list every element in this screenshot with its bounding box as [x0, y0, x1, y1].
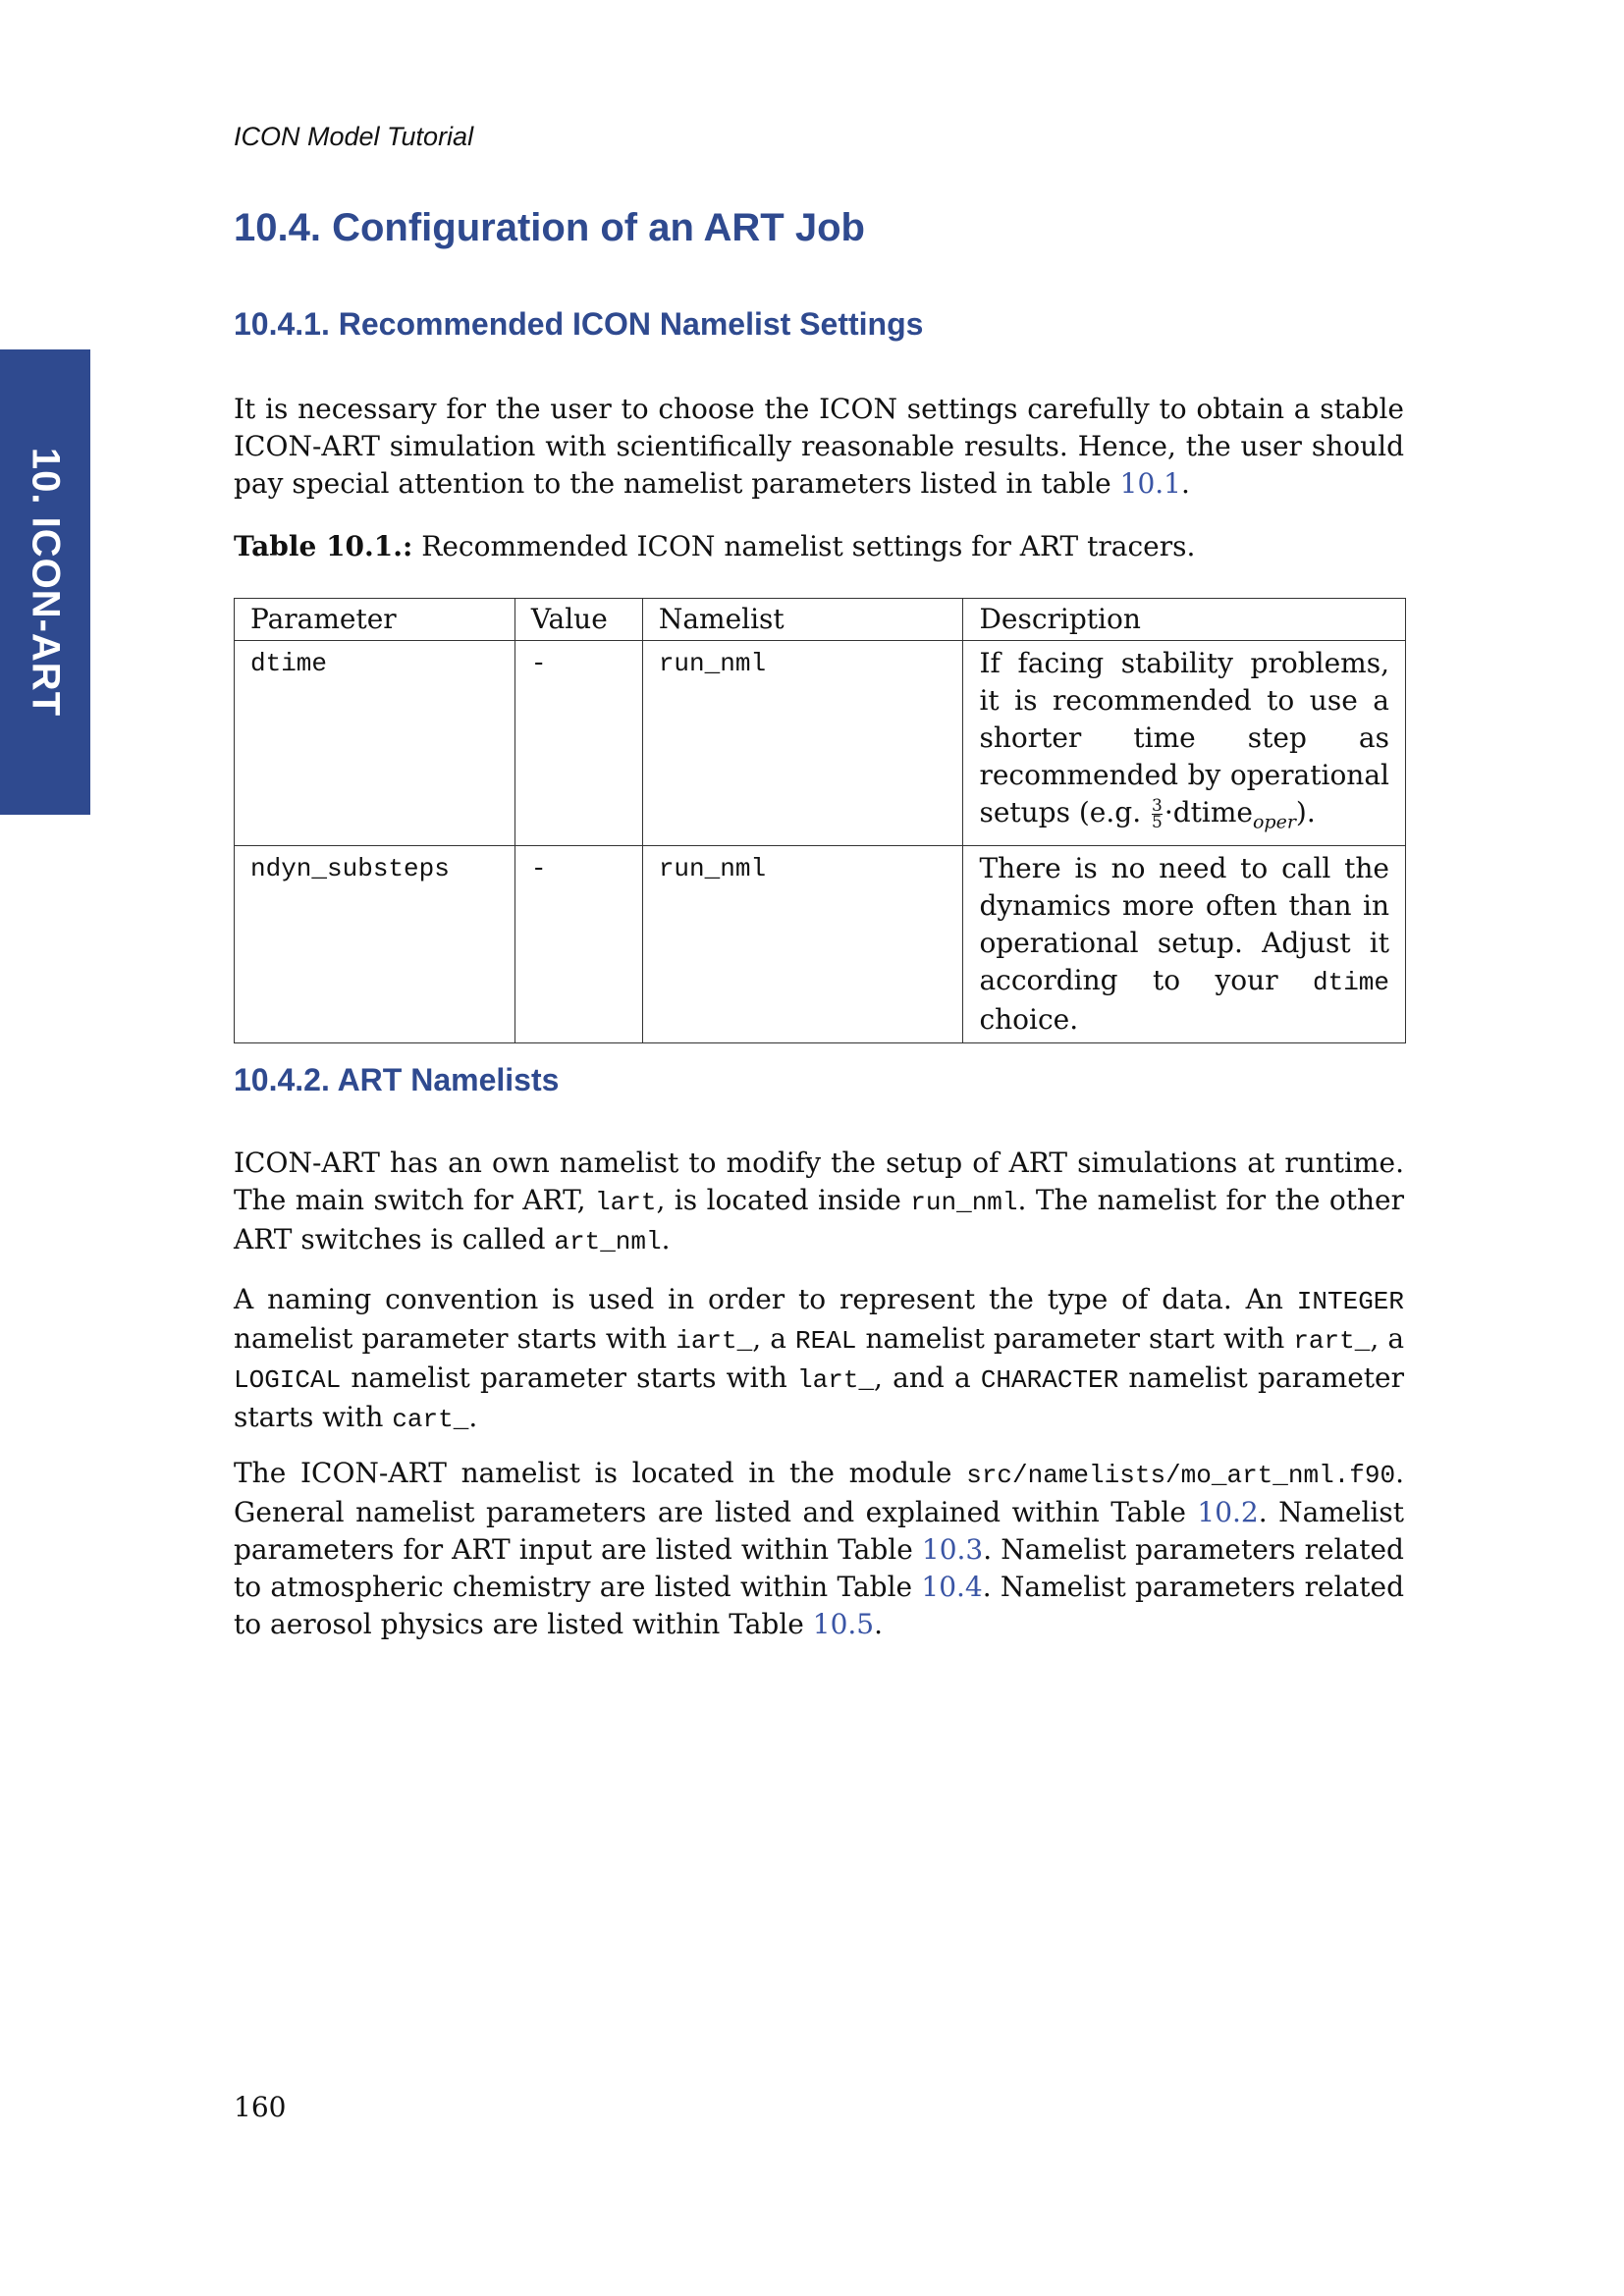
desc-text: There is no need to call the dynamics more often than in operational setup. Adjust it according to your: [979, 851, 1389, 996]
table-row: [235, 641, 1406, 846]
text: namelist parameter starts with: [234, 1322, 677, 1355]
table-ref-link[interactable]: 10.5: [812, 1608, 875, 1640]
code-module-path: src/namelists/mo_art_nml.f90: [966, 1461, 1396, 1490]
cell-value: -: [514, 845, 642, 1042]
text: .: [468, 1401, 478, 1433]
code-real: REAL: [794, 1326, 857, 1356]
code-cart: cart_: [392, 1405, 469, 1434]
code-iart: iart_: [676, 1326, 753, 1356]
fraction-denominator: 5: [1152, 813, 1163, 832]
chapter-tab: [0, 349, 90, 815]
text: . Namelist parameters related to atmospheric chemistry are listed within Table: [234, 1533, 1404, 1603]
text: , a: [1370, 1322, 1405, 1355]
cell-value: -: [514, 641, 642, 846]
cell-parameter: dtime: [235, 641, 515, 846]
code-rart: rart_: [1293, 1326, 1371, 1356]
subsection-title-art-namelists: 10.4.2. ART Namelists: [234, 1062, 560, 1097]
intro-text: It is necessary for the user to choose the ICON settings carefully to obtain a stable ICON-ART simulation with scientifically reasonable results. Hence, the user should pay special attention to the namelist parameters listed in table: [234, 393, 1404, 500]
text: A naming convention is used in order to represent the type of data. An: [234, 1283, 1297, 1315]
text: namelist parameter start with: [856, 1322, 1294, 1355]
fraction-numerator: 3: [1152, 796, 1163, 816]
chapter-tab-label: 10. ICON-ART: [24, 447, 68, 718]
page-number: 160: [234, 2091, 287, 2123]
table-ref-link[interactable]: 10.2: [1197, 1496, 1259, 1528]
header-parameter: Parameter: [235, 599, 515, 641]
paragraph-naming-convention: [234, 1281, 1404, 1438]
text: .: [874, 1608, 884, 1640]
code-lart: lart: [595, 1188, 657, 1217]
namelist-settings-table: [234, 598, 1406, 1043]
desc-subscript: oper: [1252, 811, 1296, 833]
code-run-nml: run_nml: [910, 1188, 1018, 1217]
table-row: [235, 845, 1406, 1042]
table-ref-link[interactable]: 10.4: [921, 1571, 983, 1603]
text: . Namelist parameters for ART input are listed within Table: [234, 1496, 1404, 1566]
code-lart-prefix: lart_: [797, 1365, 875, 1395]
paragraph-art-namelist: [234, 1145, 1404, 1260]
text: . Namelist parameters related to aerosol physics are listed within Table: [234, 1571, 1405, 1640]
subsection-title-namelist-settings: 10.4.1. Recommended ICON Namelist Settings: [234, 306, 924, 342]
text: namelist parameter starts with: [341, 1362, 798, 1394]
text: . The namelist for the other ART switches is called: [234, 1184, 1404, 1255]
table-caption-text: Recommended ICON namelist settings for ART tracers.: [412, 530, 1196, 562]
paragraph-namelist-location: [234, 1455, 1404, 1643]
cell-namelist: run_nml: [642, 641, 963, 846]
header-description: Description: [963, 599, 1406, 641]
table-header-row: [235, 599, 1406, 641]
text: . General namelist parameters are listed and explained within Table: [234, 1457, 1404, 1528]
cell-parameter: ndyn_substeps: [235, 845, 515, 1042]
header-value: Value: [514, 599, 642, 641]
desc-text: If facing stability problems, it is recommended to use a shorter time step as recommended by operational setups (e.g.: [979, 647, 1389, 828]
intro-text-end: .: [1180, 467, 1190, 500]
text: , and a: [874, 1362, 981, 1394]
intro-paragraph: [234, 391, 1404, 503]
text: .: [661, 1223, 671, 1255]
text: , is located inside: [656, 1184, 911, 1216]
table-ref-link[interactable]: 10.3: [921, 1533, 984, 1566]
table-ref-link[interactable]: 10.1: [1119, 467, 1181, 500]
cell-description: [963, 845, 1406, 1042]
code-logical: LOGICAL: [234, 1365, 342, 1395]
text: The ICON-ART namelist is located in the module: [234, 1457, 967, 1489]
code-character: CHARACTER: [980, 1365, 1119, 1395]
text: , a: [752, 1322, 795, 1355]
code-integer: INTEGER: [1296, 1287, 1404, 1316]
code-art-nml: art_nml: [554, 1227, 662, 1256]
desc-text-end: ).: [1295, 796, 1316, 828]
table-caption: [234, 530, 1195, 562]
desc-code: dtime: [1312, 967, 1389, 997]
running-header: ICON Model Tutorial: [234, 122, 474, 151]
header-namelist: Namelist: [642, 599, 963, 641]
text: namelist parameter starts with: [234, 1362, 1404, 1433]
desc-dtime: ·dtime: [1164, 796, 1253, 828]
table-caption-label: Table 10.1.:: [234, 530, 413, 562]
cell-namelist: run_nml: [642, 845, 963, 1042]
section-title: 10.4. Configuration of an ART Job: [234, 206, 865, 249]
desc-text-end: choice.: [979, 1002, 1079, 1036]
cell-description: [963, 641, 1406, 846]
fraction: [1152, 798, 1163, 830]
text: ICON-ART has an own namelist to modify the setup of ART simulations at runtime. The main switch for ART,: [234, 1147, 1404, 1216]
